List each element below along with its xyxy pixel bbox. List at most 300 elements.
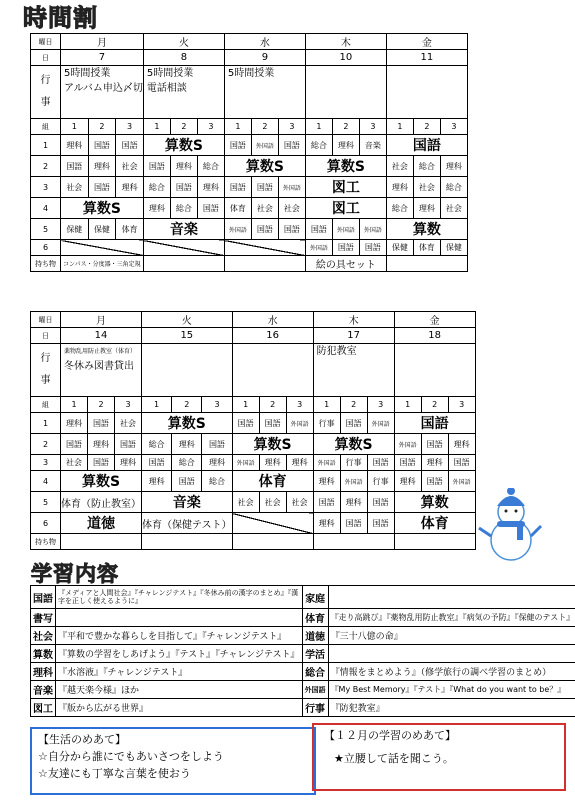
lesson-cell: 理科 [115, 455, 142, 471]
period-row [31, 455, 476, 471]
date-cell: 18 [394, 328, 475, 344]
lesson-cell-empty [143, 240, 224, 256]
weekday-row [31, 34, 468, 50]
lesson-cell: 国語 [278, 135, 305, 156]
date-row [31, 50, 468, 66]
date-cell: 9 [224, 50, 305, 66]
lesson-cell: 総合 [386, 198, 413, 219]
study-content: 『版から広がる世界』 [56, 699, 303, 717]
period-row [31, 434, 476, 455]
study-content [56, 609, 303, 627]
lesson-cell: 総合 [142, 434, 172, 455]
lesson-cell: 国語 [88, 177, 116, 198]
lesson-cell: 総合 [143, 177, 170, 198]
timetable-grid [30, 311, 476, 550]
lesson-cell-merged: 算数S [142, 413, 233, 434]
lesson-cell: 社会 [61, 177, 89, 198]
class-row [31, 119, 468, 135]
events-label [31, 66, 61, 119]
lesson-cell: 理科 [143, 198, 170, 219]
events-label-char: 事 [40, 375, 51, 386]
class-number: 2 [340, 397, 367, 413]
study-content: 『水溶液』『チャレンジテスト』 [56, 663, 303, 681]
lesson-cell: 外国語 [278, 177, 305, 198]
lesson-cell-merged: 国語 [386, 135, 467, 156]
lesson-cell-merged: 算数 [386, 219, 467, 240]
lesson-cell: 国語 [61, 156, 89, 177]
date-label: 日 [31, 50, 61, 66]
lesson-cell: 理科 [170, 156, 197, 177]
lesson-cell: 理科 [448, 434, 475, 455]
class-number: 1 [386, 119, 413, 135]
class-number: 2 [251, 119, 278, 135]
period-number: 1 [31, 413, 61, 434]
period-number: 4 [31, 471, 61, 492]
belongings-cell: コンパス・分度器・三角定規 [61, 256, 144, 272]
period-row [31, 198, 468, 219]
event-text: 5時間授業 [227, 68, 275, 79]
study-subject: 総合 [302, 663, 328, 681]
lesson-cell: 国語 [421, 434, 448, 455]
class-number: 3 [286, 397, 313, 413]
study-row [31, 609, 575, 627]
events-row [31, 66, 468, 119]
date-cell: 16 [232, 328, 313, 344]
class-row [31, 397, 476, 413]
event-text: 冬休み図書貸出 [64, 361, 134, 372]
lesson-cell: 外国語 [332, 219, 359, 240]
study-content: 『走り高跳び』『薬物乱用防止教室』『病気の予防』『保健のテスト』 [328, 609, 575, 627]
lesson-cell: 社会 [116, 156, 144, 177]
lesson-cell: 体育 [413, 240, 440, 256]
life-goal-title: 【生活のめあて】 [38, 733, 126, 746]
lesson-cell: 保健 [88, 219, 116, 240]
lesson-cell: 外国語 [232, 455, 259, 471]
weekday-cell: 火 [142, 312, 233, 328]
lesson-cell: 国語 [448, 455, 475, 471]
lesson-cell: 理科 [172, 434, 202, 455]
study-content-table [30, 585, 575, 717]
events-cell [305, 66, 386, 119]
events-label-char: 事 [40, 97, 51, 108]
lesson-cell: 国語 [224, 177, 251, 198]
life-goal-line: ☆自分から誰にでもあいさつをしよう [38, 750, 224, 763]
period-number: 3 [31, 455, 61, 471]
lesson-cell: 国語 [340, 513, 367, 534]
study-row [31, 681, 575, 699]
lesson-cell: 理科 [116, 177, 144, 198]
belongings-label: 持ち物 [31, 534, 61, 550]
lesson-cell: 社会 [386, 156, 413, 177]
class-number: 2 [170, 119, 197, 135]
study-subject: 書写 [31, 609, 56, 627]
study-row [31, 627, 575, 645]
lesson-cell: 理科 [61, 413, 88, 434]
event-text: 5時間授業 [146, 68, 194, 79]
class-number: 3 [448, 397, 475, 413]
lesson-cell: 国語 [88, 455, 115, 471]
period-number: 1 [31, 135, 61, 156]
belongings-cell: 絵の具セット [305, 256, 386, 272]
class-number: 1 [313, 397, 340, 413]
belongings-cell [232, 534, 313, 550]
study-content: 『算数の学習をしあげよう』『テスト』『チャレンジテスト』 [56, 645, 303, 663]
lesson-cell: 国語 [367, 455, 394, 471]
period-row [31, 219, 468, 240]
study-subject: 学活 [302, 645, 328, 663]
lesson-cell: 国語 [278, 219, 305, 240]
study-content: 『情報をまとめよう』（修学旅行の調べ学習のまとめ） [328, 663, 575, 681]
lesson-cell: 国語 [340, 413, 367, 434]
lesson-cell-merged: 道徳 [61, 513, 142, 534]
weekday-cell: 月 [61, 312, 142, 328]
lesson-cell: 行事 [340, 455, 367, 471]
belongings-cell [224, 256, 305, 272]
lesson-cell: 国語 [116, 135, 144, 156]
belongings-cell [143, 256, 224, 272]
class-number: 3 [202, 397, 232, 413]
lesson-cell: 理科 [259, 455, 286, 471]
study-content: 『平和で豊かな暮らしを目指して』『チャレンジテスト』 [56, 627, 303, 645]
lesson-cell: 外国語 [305, 240, 332, 256]
study-content: 『防犯教室』 [328, 699, 575, 717]
lesson-cell: 社会 [440, 198, 467, 219]
belongings-cell [142, 534, 233, 550]
period-row [31, 513, 476, 534]
lesson-cell: 総合 [172, 455, 202, 471]
lesson-cell: 理科 [88, 434, 115, 455]
lesson-cell: 行事 [367, 471, 394, 492]
event-text: アルバム申込〆切 [64, 83, 143, 94]
study-subject: 道徳 [302, 627, 328, 645]
events-label-char: 行 [40, 353, 51, 364]
lesson-cell: 理科 [413, 198, 440, 219]
lesson-cell: 総合 [440, 177, 467, 198]
class-number: 2 [172, 397, 202, 413]
lesson-cell-merged: 算数S [61, 471, 142, 492]
lesson-cell: 理科 [142, 471, 172, 492]
lesson-cell-merged: 体育（保健テスト） [142, 513, 233, 534]
events-label-char: 行 [40, 75, 51, 86]
date-cell: 11 [386, 50, 467, 66]
lesson-cell-merged: 体育（防止教室） [61, 492, 142, 513]
period-row [31, 156, 468, 177]
lesson-cell: 国語 [88, 135, 116, 156]
class-number: 2 [413, 119, 440, 135]
lesson-cell: 国語 [61, 434, 88, 455]
weekday-cell: 水 [224, 34, 305, 50]
class-number: 2 [88, 397, 115, 413]
lesson-cell-merged: 音楽 [143, 219, 224, 240]
life-goal-box [30, 727, 316, 795]
weekday-cell: 金 [386, 34, 467, 50]
date-cell: 14 [61, 328, 142, 344]
lesson-cell-merged: 国語 [394, 413, 475, 434]
study-row [31, 645, 575, 663]
lesson-cell: 国語 [142, 455, 172, 471]
lesson-cell: 理科 [286, 455, 313, 471]
period-number: 6 [31, 513, 61, 534]
lesson-cell: 外国語 [313, 455, 340, 471]
weekday-cell: 月 [61, 34, 144, 50]
lesson-cell-merged: 図工 [305, 177, 386, 198]
class-number: 3 [440, 119, 467, 135]
belongings-row [31, 534, 476, 550]
lesson-cell-empty [224, 240, 305, 256]
study-content: 『My Best Memory』『テスト』『What do you want to be？』 [328, 681, 575, 699]
title-char: 学習内容 [31, 562, 119, 586]
title-char: 時間割 [23, 4, 98, 32]
belongings-row [31, 256, 468, 272]
lesson-cell: 総合 [197, 156, 224, 177]
lesson-cell-merged: 体育 [394, 513, 475, 534]
lesson-cell: 理科 [88, 156, 116, 177]
study-subject: 家庭 [302, 586, 328, 609]
belongings-cell [313, 534, 394, 550]
lesson-cell: 理科 [440, 156, 467, 177]
events-cell [386, 66, 467, 119]
lesson-cell: 社会 [278, 198, 305, 219]
study-subject: 行事 [302, 699, 328, 717]
period-row [31, 471, 476, 492]
event-text: 電話相談 [146, 83, 187, 94]
weekday-cell: 木 [305, 34, 386, 50]
lesson-cell: 国語 [202, 434, 232, 455]
lesson-cell: 社会 [413, 177, 440, 198]
lesson-cell: 理科 [340, 492, 367, 513]
lesson-cell: 社会 [232, 492, 259, 513]
lesson-cell: 国語 [251, 219, 278, 240]
date-cell: 17 [313, 328, 394, 344]
lesson-cell: 社会 [251, 198, 278, 219]
date-cell: 10 [305, 50, 386, 66]
belongings-label: 持ち物 [31, 256, 61, 272]
events-cell [61, 66, 144, 119]
lesson-cell: 理科 [313, 513, 340, 534]
class-number: 3 [359, 119, 386, 135]
lesson-cell: 行事 [313, 413, 340, 434]
class-number: 1 [232, 397, 259, 413]
lesson-cell: 理科 [332, 135, 359, 156]
lesson-cell: 国語 [367, 513, 394, 534]
date-cell: 15 [142, 328, 233, 344]
class-number: 3 [367, 397, 394, 413]
lesson-cell-merged: 算数S [305, 156, 386, 177]
events-row [31, 344, 476, 397]
weekday-label: 曜日 [31, 312, 61, 328]
class-label: 組 [31, 119, 61, 135]
lesson-cell: 国語 [305, 219, 332, 240]
study-content: 『メディアと人間社会』『チャレンジテスト』『冬休み前の漢字のまとめ』『漢字を正しく使えるように』 [56, 586, 303, 609]
weekday-cell: 木 [313, 312, 394, 328]
lesson-cell-merged: 図工 [305, 198, 386, 219]
lesson-cell: 外国語 [448, 471, 475, 492]
lesson-cell-merged: 算数S [224, 156, 305, 177]
lesson-cell-merged: 算数S [143, 135, 224, 156]
study-subject: 体育 [302, 609, 328, 627]
period-row [31, 492, 476, 513]
date-cell: 7 [61, 50, 144, 66]
lesson-cell: 外国語 [340, 471, 367, 492]
period-number: 2 [31, 434, 61, 455]
lesson-cell-empty [61, 240, 144, 256]
lesson-cell: 国語 [224, 135, 251, 156]
event-text: 5時間授業 [64, 68, 111, 79]
class-number: 3 [115, 397, 142, 413]
lesson-cell: 外国語 [394, 434, 421, 455]
period-number: 5 [31, 219, 61, 240]
lesson-cell: 国語 [170, 177, 197, 198]
class-number: 2 [332, 119, 359, 135]
class-number: 1 [143, 119, 170, 135]
class-number: 1 [394, 397, 421, 413]
belongings-cell [61, 534, 142, 550]
lesson-cell-merged: 算数S [61, 198, 144, 219]
lesson-cell: 社会 [61, 455, 88, 471]
lesson-cell: 音楽 [359, 135, 386, 156]
lesson-cell: 国語 [332, 240, 359, 256]
study-content [328, 586, 575, 609]
lesson-cell: 保健 [386, 240, 413, 256]
lesson-cell: 理科 [202, 455, 232, 471]
belongings-cell [394, 534, 475, 550]
class-number: 1 [224, 119, 251, 135]
lesson-cell: 理科 [394, 471, 421, 492]
snowman-icon [475, 488, 545, 563]
lesson-cell: 外国語 [251, 135, 278, 156]
lesson-cell-merged: 算数S [313, 434, 394, 455]
event-text: 薬物乱用防止教室（体育） [64, 348, 137, 355]
period-row [31, 135, 468, 156]
lesson-cell-merged: 音楽 [142, 492, 233, 513]
lesson-cell: 国語 [259, 413, 286, 434]
study-subject: 理科 [31, 663, 56, 681]
lesson-cell: 国語 [359, 240, 386, 256]
events-cell [394, 344, 475, 397]
lesson-cell: 社会 [259, 492, 286, 513]
lesson-cell: 理科 [61, 135, 89, 156]
lesson-cell: 体育 [224, 198, 251, 219]
lesson-cell: 国語 [172, 471, 202, 492]
events-cell [232, 344, 313, 397]
lesson-cell: 国語 [232, 413, 259, 434]
study-goal-line: ★立腰して話を聞こう。 [334, 752, 454, 765]
timetable-title [22, 4, 99, 32]
lesson-cell: 社会 [286, 492, 313, 513]
lesson-cell: 国語 [421, 471, 448, 492]
study-content: 『三十八億の命』 [328, 627, 575, 645]
class-number: 2 [259, 397, 286, 413]
study-row [31, 663, 575, 681]
event-text: 防犯教室 [316, 346, 357, 357]
events-cell [313, 344, 394, 397]
lesson-cell: 理科 [313, 471, 340, 492]
study-content-title [30, 562, 120, 586]
events-cell [142, 344, 233, 397]
lesson-cell-merged [232, 513, 313, 534]
events-cell [143, 66, 224, 119]
lesson-cell: 総合 [305, 135, 332, 156]
lesson-cell: 社会 [115, 413, 142, 434]
study-row [31, 586, 575, 609]
timetable-grid [30, 33, 468, 272]
lesson-cell: 外国語 [224, 219, 251, 240]
period-number: 3 [31, 177, 61, 198]
lesson-cell: 外国語 [367, 413, 394, 434]
study-row [31, 699, 575, 717]
period-number: 5 [31, 492, 61, 513]
date-label: 日 [31, 328, 61, 344]
events-cell [61, 344, 142, 397]
lesson-cell: 総合 [170, 198, 197, 219]
weekday-cell: 水 [232, 312, 313, 328]
study-goal-title: 【１２月の学習のめあて】 [324, 729, 456, 742]
class-number: 1 [61, 119, 89, 135]
lesson-cell: 保健 [440, 240, 467, 256]
period-number: 6 [31, 240, 61, 256]
events-cell [224, 66, 305, 119]
class-number: 3 [116, 119, 144, 135]
lesson-cell: 国語 [115, 434, 142, 455]
class-number: 2 [88, 119, 116, 135]
lesson-cell: 総合 [413, 156, 440, 177]
weekday-cell: 金 [394, 312, 475, 328]
study-content [328, 645, 575, 663]
lesson-cell: 総合 [202, 471, 232, 492]
period-row [31, 240, 468, 256]
lesson-cell-merged: 体育 [232, 471, 313, 492]
class-label: 組 [31, 397, 61, 413]
lesson-cell: 国語 [394, 455, 421, 471]
study-subject: 外国語 [302, 681, 328, 699]
lesson-cell: 国語 [143, 156, 170, 177]
events-label [31, 344, 61, 397]
lesson-cell: 国語 [251, 177, 278, 198]
class-number: 3 [278, 119, 305, 135]
class-number: 1 [142, 397, 172, 413]
date-row [31, 328, 476, 344]
study-goal-box [312, 723, 566, 791]
date-cell: 8 [143, 50, 224, 66]
lesson-cell: 理科 [421, 455, 448, 471]
lesson-cell: 外国語 [286, 413, 313, 434]
study-subject: 図工 [31, 699, 56, 717]
weekday-row [31, 312, 476, 328]
study-content: 『越天楽今様』ほか [56, 681, 303, 699]
class-number: 3 [197, 119, 224, 135]
lesson-cell: 国語 [88, 413, 115, 434]
study-subject: 社会 [31, 627, 56, 645]
lesson-cell: 理科 [197, 177, 224, 198]
period-number: 2 [31, 156, 61, 177]
study-subject: 音楽 [31, 681, 56, 699]
belongings-cell [386, 256, 467, 272]
class-number: 1 [61, 397, 88, 413]
period-row [31, 177, 468, 198]
class-number: 1 [305, 119, 332, 135]
weekday-label: 曜日 [31, 34, 61, 50]
lesson-cell-merged: 算数 [394, 492, 475, 513]
lesson-cell: 国語 [197, 198, 224, 219]
study-subject: 国語 [31, 586, 56, 609]
lesson-cell: 国語 [313, 492, 340, 513]
lesson-cell: 国語 [367, 492, 394, 513]
lesson-cell: 理科 [386, 177, 413, 198]
weekday-cell: 火 [143, 34, 224, 50]
lesson-cell: 体育 [116, 219, 144, 240]
class-number: 2 [421, 397, 448, 413]
lesson-cell: 保健 [61, 219, 89, 240]
